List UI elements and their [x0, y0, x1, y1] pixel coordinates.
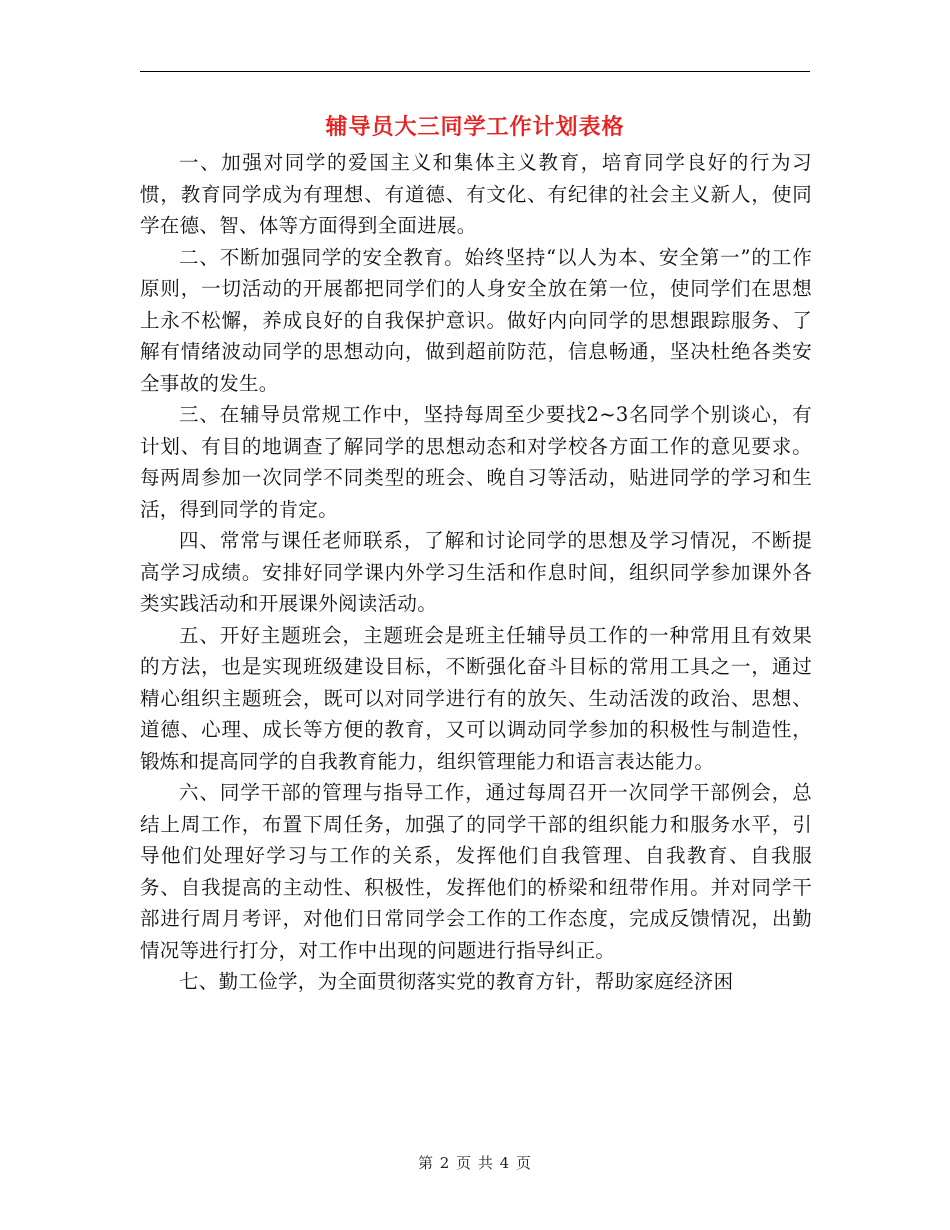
page-number-footer: 第 2 页 共 4 页 [418, 1154, 532, 1172]
document-body [140, 147, 812, 998]
paragraph-1: 一、加强对同学的爱国主义和集体主义教育，培育同学良好的行为习惯，教育同学成为有理想、有道德、有文化、有纪律的社会主义新人，使同学在德、智、体等方面得到全面进展。 [140, 151, 812, 237]
paragraph-6: 六、同学干部的管理与指导工作，通过每周召开一次同学干部例会，总结上周工作，布置下周任务，加强了的同学干部的组织能力和服务水平，引导他们处理好学习与工作的关系，发挥他们自我管理、自我教育、自我服务、自我提高的主动性、积极性，发挥他们的桥梁和纽带作用。并对同学干部进行周月考评，对他们日常同学会工作的工作态度，完成反馈情况，出勤情况等进行打分，对工作中出现的问题进行指导纠正。 [140, 781, 812, 962]
header-rule [140, 71, 810, 72]
paragraph-5: 五、开好主题班会，主题班会是班主任辅导员工作的一种常用且有效果的方法，也是实现班级建设目标，不断强化奋斗目标的常用工具之一，通过精心组织主题班会，既可以对同学进行有的放矢、生动活泼的政治、思想、道德、心理、成长等方便的教育，又可以调动同学参加的积极性与制造性，锻炼和提高同学的自我教育能力，组织管理能力和语言表达能力。 [140, 623, 812, 773]
paragraph-2: 二、不断加强同学的安全教育。始终坚持“以人为本、安全第一”的工作原则，一切活动的开展都把同学们的人身安全放在第一位，使同学们在思想上永不松懈，养成良好的自我保护意识。做好内向同学的思想跟踪服务、了解有情绪波动同学的思想动向，做到超前防范，信息畅通，坚决杜绝各类安全事故的发生。 [140, 245, 812, 395]
paragraph-7: 七、勤工俭学，为全面贯彻落实党的教育方针，帮助家庭经济困 [179, 970, 734, 993]
paragraph-3: 三、在辅导员常规工作中，坚持每周至少要找2~3名同学个别谈心，有计划、有目的地调查了解同学的思想动态和对学校各方面工作的意见要求。每两周参加一次同学不同类型的班会、晚自习等活动，贴进同学的学习和生活，得到同学的肯定。 [140, 403, 812, 521]
document-title: 辅导员大三同学工作计划表格 [325, 114, 625, 140]
paragraph-4: 四、常常与课任老师联系，了解和讨论同学的思想及学习情况，不断提高学习成绩。安排好同学课内外学习生活和作息时间，组织同学参加课外各类实践活动和开展课外阅读活动。 [140, 529, 812, 615]
